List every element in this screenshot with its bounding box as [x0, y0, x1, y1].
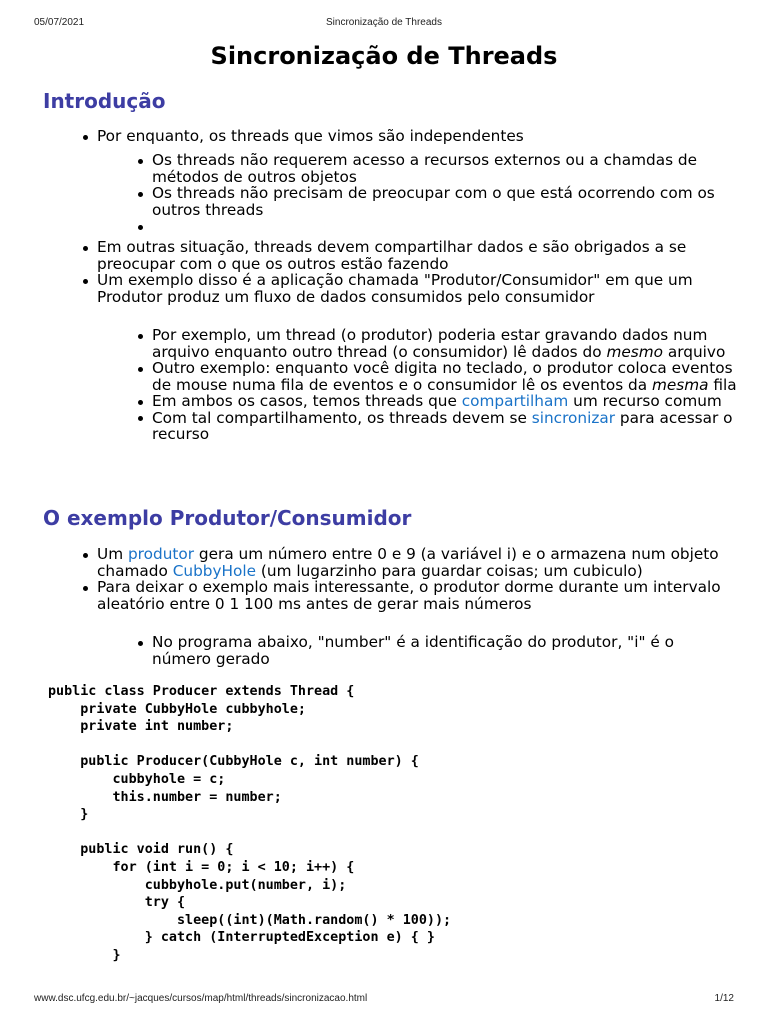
print-header — [34, 17, 734, 31]
intro-sublist-1 — [152, 152, 737, 218]
list-item: Com tal compartilhamento, os threads devem se sincronizar para acessar o recurso — [152, 410, 737, 443]
list-item: Os threads não requerem acesso a recursos externos ou a chamdas de métodos de outros objetos — [152, 152, 737, 185]
page-title: Sincronização de Threads — [210, 42, 558, 70]
intro-list-1 — [97, 128, 737, 145]
section-heading-exemplo: O exemplo Produtor/Consumidor — [43, 506, 412, 530]
list-item: Para deixar o exemplo mais interessante, o produtor dorme durante um intervalo aleatório entre 0 1 100 ms antes de gerar mais números — [97, 579, 737, 612]
list-item: Um exemplo disso é a aplicação chamada "Produtor/Consumidor" em que um Produtor produz um fluxo de dados consumidos pelo consumidor — [97, 272, 737, 305]
intro-list-2 — [97, 239, 737, 305]
intro-sublist-2 — [152, 327, 737, 443]
list-item: No programa abaixo, "number" é a identificação do produtor, "i" é o número gerado — [152, 634, 737, 667]
example-list — [97, 546, 737, 612]
list-item: Em outras situação, threads devem compartilhar dados e são obrigados a se preocupar com o que os outros estão fazendo — [97, 239, 737, 272]
list-item: Por exemplo, um thread (o produtor) poderia estar gravando dados num arquivo enquanto outro thread (o consumidor) lê dados do mesmo arquivo — [152, 327, 737, 360]
print-footer — [34, 993, 734, 1007]
list-item: Um produtor gera um número entre 0 e 9 (a variável i) e o armazena num objeto chamado CubbyHole (um lugarzinho para guardar coisas; um cubiculo) — [97, 546, 737, 579]
link-compartilham[interactable]: compartilham — [461, 392, 569, 410]
print-page-title: Sincronização de Threads — [326, 17, 442, 28]
link-sincronizar[interactable]: sincronizar — [531, 408, 616, 427]
list-item: Outro exemplo: enquanto você digita no teclado, o produtor coloca eventos de mouse numa fila de eventos e o consumidor lê os eventos da mesma fila — [152, 359, 737, 394]
list-item: Em ambos os casos, temos threads que compartilham um recurso comum — [152, 393, 737, 410]
section-heading-introducao: Introdução — [43, 89, 166, 113]
example-sublist — [152, 634, 737, 667]
print-date: 05/07/2021 — [34, 17, 85, 28]
link-cubbyhole[interactable]: CubbyHole — [172, 561, 257, 580]
list-item: Os threads não precisam de preocupar com o que está ocorrendo com os outros threads — [152, 185, 737, 218]
code-block: public class Producer extends Thread { private CubbyHole cubbyhole; private int number; public Producer(CubbyHole c, int number) { cubbyhole = c; this.number = number; } public void run() { for (int i = 0; i < 10; i++) { cubbyhole.put(number, i); try { sleep((int)(Math.random() * 100)); } catch (InterruptedException e) { } } — [48, 684, 452, 963]
list-item: Por enquanto, os threads que vimos são independentes — [97, 128, 737, 145]
page-number: 1/12 — [714, 993, 734, 1004]
link-produtor[interactable]: produtor — [127, 545, 195, 563]
print-url: www.dsc.ufcg.edu.br/~jacques/cursos/map/html/threads/sincronizacao.html — [34, 993, 368, 1004]
